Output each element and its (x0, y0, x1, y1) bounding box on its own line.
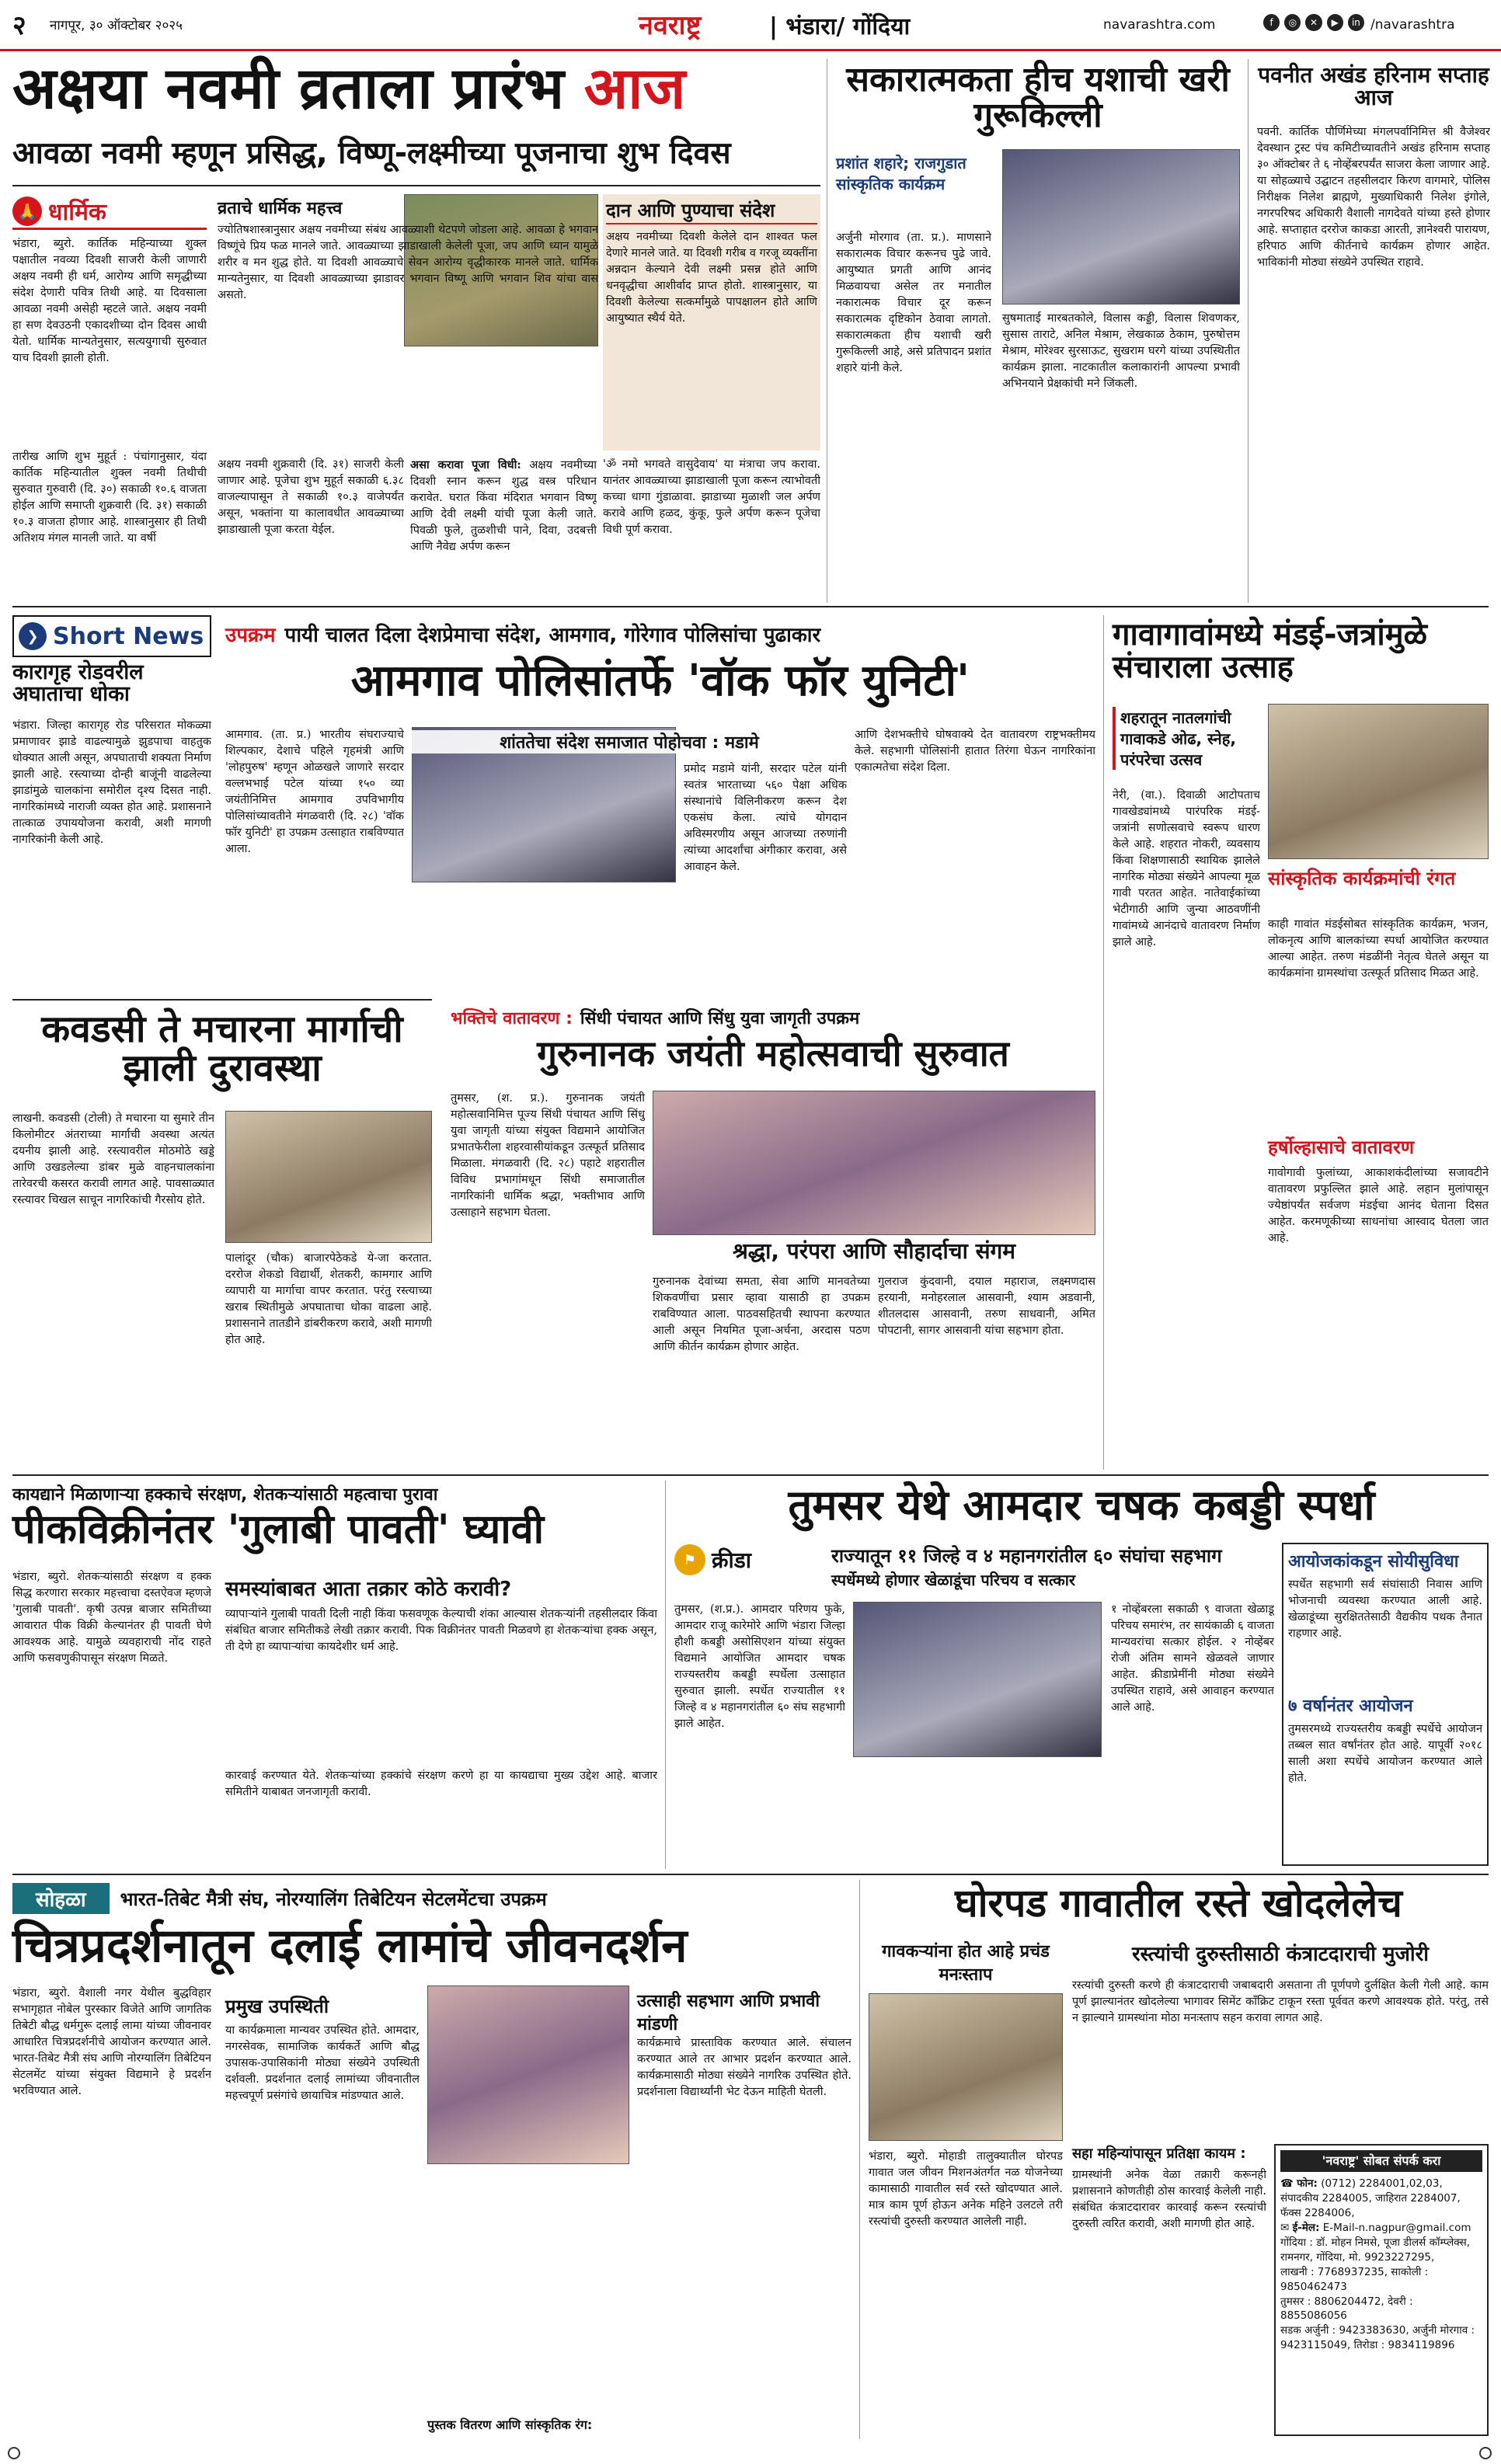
unity-tag: उपक्रम (225, 624, 276, 647)
contact-gondia: गोंदिया : डॉ. मोहन निमसे, पूजा डीलर्स कॉम्प्लेक्स, रामनगर, गोंदिया, मो. 9923227295, (1280, 2236, 1470, 2264)
road-headline: कवडसी ते मचारना मार्गाची झाली दुरावस्था (41, 1008, 403, 1091)
dateline: नागपूर, ३० ऑक्टोबर २०२५ (50, 18, 183, 33)
lead-col2: ज्योतिषशास्त्रानुसार अक्षय नवमीच्या संबंध आवळ्याशी थेटपणे जोडला आहे. आवळा हे भगवान विष्णूंचे प्रिय फळ मानले जाते. आवळ्याच्या झाडाखाली केलेली पूजा, जप आणि ध्यान यामुळे शरीर व मन शुद्ध होते. या दिवशी आवळ्याचे सेवन आरोग्य वृद्धीकारक मानले जाते. धार्मिक मान्यतेनुसार, या दिवशी आवळ्याच्या झाडावर भगवान विष्णू आणि भगवान शिव यांचा वास असतो. (218, 224, 598, 302)
unity-col3: आणि देशभक्तीचे घोषवाक्ये देत वातावरण राष्ट्रभक्तीमय केले. सहभागी पोलिसांनी हातात तिरंगा घेऊन नागरिकांना एकात्मतेचा संदेश दिला. (855, 729, 1095, 774)
ghorpad-col3: ग्रामस्थांनी अनेक वेळा तक्रारी करूनही प्रशासनाने कोणतीही ठोस कारवाई केलेली नाही. संबंधित कंत्राटदारावर कारवाई करून रस्त्यांची दुरुस्ती त्वरित करावी, अशी मागणी होत आहे. (1072, 2169, 1266, 2231)
pikvikri-col1: भंडारा, ब्युरो. शेतकऱ्यांसाठी संरक्षण व हक्क सिद्ध करणारा सरकार महत्त्वाचा दस्तऐवज म्हणजे 'गुलाबी पावती'. कृषी उत्पन्न बाजार समितीच्या आवारात पीक विक्री केल्यानंतर ही पावती घेणे आवश्यक आहे. यामुळे व्यवहाराची नोंद राहते आणि फसवणुकीपासून संरक्षण मिळते. (12, 1571, 211, 1665)
road-col2: पालांदूर (चौक) बाजारपेठेकडे ये-जा करतात. दररोज शेकडो विद्यार्थी, शेतकरी, कामगार आणि व्यापारी या मार्गाचा वापर करतात. परंतु रस्त्याच्या खराब स्थितीमुळे अपघाताचा धोका वाढला आहे. प्रशासनाने तातडीने डांबरीकरण करावे, अशी मागणी होत आहे. (225, 1252, 432, 1347)
lead-col4: अक्षय नवमी शुक्रवारी (दि. ३१) साजरी केली जाणार आहे. पूजेचा शुभ मुहूर्त सकाळी ६.३८ वाजल्यापासून ते सकाळी १०.३ वाजेपर्यंत असून, भक्तांना या कालावधीत आवळ्याच्या झाडाखाली पूजा करता येईल. (218, 458, 404, 537)
kabaddi-side-head2: ७ वर्षानंतर आयोजन (1288, 1697, 1413, 1716)
positive-photo (1002, 149, 1240, 305)
short-news-box (12, 615, 211, 657)
ghorpad-sub-left: गावकऱ्यांना होत आहे प्रचंड मनःस्ताप (882, 1942, 1050, 1985)
shortnews-headline: कारागृह रोडवरील अघाताचा धोका (12, 660, 144, 707)
gurunanak-col3: गुरुनानक देवांच्या समता, सेवा आणि मानवतेच्या शिकवणींचा प्रसार व्हावा यासाठी हा उपक्रम राबविण्यात आला. पाठवसहितची स्थापना करण्यात आली असून नियमित पूजा-अर्चना, अरदास पठण आणि कीर्तन कार्यक्रम होणार आहेत. (653, 1276, 870, 1354)
positive-col1: अर्जुनी मोरगाव (ता. प्र.). माणसाने सकारात्मक विचार करूनच पुढे जावे. आयुष्यात प्रगती आणि आनंद मिळवायचा असेल तर मनातील नकारात्मक विचार दूर करून सकारात्मक दृष्टिकोन ठेवावा लागतो. सकारात्मकता हीच यशाची खरी गुरूकिल्ली आहे, असे प्रतिपादन प्रशांत शहारे यांनी केले. (836, 231, 991, 375)
column-rule (859, 1880, 860, 2439)
mandai-col3: गावोगावी फुलांच्या, आकाशकंदीलांच्या सजावटीने वातावरण प्रफुल्लित झाले आहे. लहान मुलांपासून ज्येष्ठांपर्यंत सर्वजण मंडईचा आनंद घेताना दिसत आहेत. करमणूकीच्या साधनांचा आस्वाद घेतला जात आहे. (1268, 1167, 1489, 1245)
sports-icon: ⚑ (674, 1544, 705, 1575)
mandai-col1: नेरी, (वा.). दिवाळी आटोपताच गावखेड्यांमध्ये पारंपरिक मंडई-जत्रांनी सणोत्सवाचे स्वरूप धारण केले आहे. शहरात नोकरी, व्यवसाय किंवा शिक्षणासाठी स्थायिक झालेले नागरिक मोठ्या संख्येने आपल्या मूळ गावी परतत आहेत. नातेवाईकांच्या भेटीगाठी आणि जुन्या आठवणींनी गावांमध्ये आनंदाचे वातावरण निर्माण झाले आहे. (1113, 789, 1260, 949)
masthead-logo: नवराष्ट्र (639, 10, 702, 41)
mandai-subhead: शहरातून नातलगांची गावाकडे ओढ, स्नेह, परंपरेचा उत्सव (1113, 707, 1260, 770)
social-icons (1263, 14, 1364, 34)
column-rule (1103, 615, 1104, 1470)
gurunanak-col4: गुलराज कुंदवानी, दयाल महाराज, लक्ष्मणदास हरयानी, मनोहरलाल आसवानी, श्याम अडवानी, शीतलदास आसवानी, तरुण साधवानी, अमित पोपटानी, सागर आसवानी यांचा सहभाग होता. (878, 1276, 1095, 1338)
contact-office-label: फोन: (1297, 2177, 1318, 2191)
column-rule (1248, 59, 1249, 603)
gurunanak-photo (653, 1091, 1095, 1235)
positive-col2: सुषमाताई मारबतकोले, विलास कड्डी, विलास शिवणकर, सुसास ताराटे, अनिल मेश्राम, लेखकाळ ठेकाम, पुरुषोत्तम मेश्राम, मोरेश्वर सुरसाऊट, सुखराम घरगे यांच्या उपस्थितीत कार्यक्रम झाला. नाटकातील कलाकारांनी आपल्या प्रभावी अभिनयाने प्रेक्षकांची मने जिंकली. (1002, 312, 1240, 391)
positive-headline: सकारात्मकता हीच यशाची खरी गुरूकिल्ली (846, 60, 1230, 136)
phone-icon: ☎ (1280, 2177, 1297, 2191)
unity-strap (225, 618, 1095, 649)
daan-box (603, 194, 820, 451)
sub-mahatva: व्रताचे धार्मिक महत्त्व (218, 199, 343, 218)
chevron-right-icon: ❯ (19, 622, 47, 650)
lead-col1: भंडारा, ब्युरो. कार्तिक महिन्याच्या शुक्ल पक्षातील नवव्या दिवशी साजरी केली जाणारी अक्षय नवमी ही धर्म, आरोग्य आणि समृद्धीच्या संदेश देणारी पवित्र तिथी आहे. या दिवसाला आवळा नवमी असेही म्हटले जाते. अक्षय नवमी हा सण देवउठनी एकादशीच्या दोन दिवस आधी येतो. धार्मिक मान्यतेनुसार, सत्ययुगाची सुरुवात याच दिवशी झाली होती. (12, 238, 207, 365)
kabaddi-side-box (1282, 1543, 1489, 1866)
dalai-photo (427, 1985, 629, 2164)
ghorpad-photo (869, 1993, 1063, 2141)
divider (12, 185, 820, 186)
ghorpad-col2: रस्त्यांची दुरुस्ती करणे ही कंत्राटदाराची जबाबदारी असताना ती पूर्णपणे दुर्लक्षित केली गेली आहे. काम पूर्ण झाल्यानंतर खोदलेल्या भागावर सिमेंट काँक्रिट टाकून रस्ता पूर्ववत करणे आवश्यक होते. परंतु, तसे न झाल्याने ग्रामस्थांना मोठा मनःस्ताप सहन करावा लागत आहे. (1072, 1979, 1489, 2025)
shortnews-body: भंडारा. जिल्हा कारागृह रोड परिसरात मोकळ्या प्रमाणावर झाडे वाढल्यामुळे झुडपाचा वाहतुक धोक्यात आली असून, अपघाताची शक्यता निर्माण झाली आहे. रस्त्याच्या दोन्ही बाजूंनी वाढलेल्या झाडांमुळे चालकांना समोरील दृश्य दिसत नाही. नागरिकांमध्ये नाराजी व्यक्त होत आहे. प्रशासनाने तात्काळ उपाययोजना करावी, अशी मागणी नागरिकांनी केली आहे. (12, 719, 211, 847)
gurunanak-strap (451, 1002, 1095, 1033)
lead-headline-main: अक्षया नवमी व्रताला प्रारंभ (12, 55, 584, 122)
ghorpad-sub-demand: सहा महिन्यांपासून प्रतिक्षा कायम : (1072, 2146, 1246, 2162)
road-photo (225, 1111, 432, 1243)
site-url[interactable]: navarashtra.com (1103, 17, 1216, 33)
mandai-sub-rang: सांस्कृतिक कार्यक्रमांची रंगत (1268, 868, 1456, 889)
unity-photo-sub: शांततेचा संदेश समाजात पोहोचवा : मडामे (412, 730, 847, 753)
contact-email-label: ई-मेल: (1292, 2222, 1320, 2235)
ghorpad-col1: भंडारा, ब्युरो. मोहाडी तालुक्यातील घोरपड गावात जल जीवन मिशनअंतर्गत नळ योजनेच्या कामासाठी गावातील सर्व रस्ते खोदण्यात आले. मात्र काम पूर्ण होऊन अनेक महिने उलटले तरी रस्त्यांची दुरुस्ती करण्यात आलेली नाही. (869, 2150, 1063, 2229)
pikvikri-sub: समस्यांबाबत आता तक्रार कोठे करावी? (225, 1578, 512, 1601)
dalai-tag: सोहळा (12, 1883, 110, 1914)
lead-headline (12, 55, 820, 122)
mandai-col2: काही गावांत मंडईसोबत सांस्कृतिक कार्यक्रम, भजन, लोकनृत्य आणि बालकांच्या स्पर्धा आयोजित करण्यात आल्या आहेत. तरुण मंडळींनी नेतृत्व घेतले असून या कार्यक्रमांना ग्रामस्थांचा उत्स्फूर्त प्रतिसाद मिळत आहे. (1268, 918, 1489, 980)
dalai-strap-text: भारत-तिबेट मैत्री संघ, नोरग्यालिंग तिबेटियन सेटलमेंटचा उपक्रम (120, 1888, 547, 1910)
mandai-sub-harsh: हर्षोल्हासाचे वातावरण (1268, 1136, 1415, 1158)
sub-vidhi: असा करावा पूजा विधी: (410, 458, 521, 472)
gurunanak-strap-a: भक्तिचे वातावरण : (451, 1009, 573, 1028)
daan-body: अक्षय नवमीच्या दिवशी केलेले दान शाश्वत फल देणारे मानले जाते. या दिवशी गरीब व गरजू व्यक्तींना अन्नदान केल्याने देवी लक्ष्मी प्रसन्न होते आणि धनवृद्धीचा आशीर्वाद प्राप्त होतो. शास्त्रानुसार, या दिवशी केलेल्या सत्कर्मांमुळे पापक्षालन होते आणि आयुष्यात स्थैर्य येते. (606, 231, 817, 325)
mandai-photo (1268, 704, 1489, 859)
lead-col1b: तारीख आणि शुभ मुहूर्त : पंचांगानुसार, यंदा कार्तिक महिन्यातील शुक्ल नवमी तिथीची सुरुवात गुरुवारी (दि. ३०) सकाळी १०.६ वाजता होईल आणि समाप्ती शुक्रवारी (दि. ३१) सकाळी १०.३ वाजता होणार आहे. शास्त्रानुसार ही तिथी अतिशय मंगल मानली जाते. या वर्षी (12, 451, 207, 545)
kabaddi-tag-label: क्रीडा (712, 1547, 751, 1573)
facebook-icon[interactable]: f (1263, 14, 1280, 31)
dalai-strap (12, 1881, 851, 1916)
tag-dharmik (12, 194, 207, 230)
dalai-sub-books: पुस्तक वितरण आणि सांस्कृतिक रंग: (427, 2417, 593, 2432)
dalai-col2: या कार्यक्रमाला मान्यवर उपस्थित होते. आमदार, नगरसेवक, सामाजिक कार्यकर्ते आणि बौद्ध उपासक-उपासिकांनी मोठ्या संख्येने उपस्थिती दर्शवली. प्रदर्शनात दलाई लामांच्या जीवनातील महत्त्वपूर्ण प्रसंगांचे छायाचित्र मांडण्यात आले. (225, 2024, 420, 2103)
vidhi-body: अक्षय नवमीच्या दिवशी स्नान करून शुद्ध वस्त्र परिधान करावेत. घरात किंवा मंदिरात भगवान विष्णू आणि देवी लक्ष्मी यांची पूजा केली जाते. पिवळी फुले, तुळशीची पाने, दिवा, उदबत्ती आणि नैवेद्य अर्पण करून (410, 459, 597, 554)
registration-mark (1479, 2447, 1492, 2459)
pikvikri-col2: व्यापाऱ्यांने गुलाबी पावती दिली नाही किंवा फसवणूक केल्याची शंका आल्यास शेतकऱ्यांनी तहसीलदार किंवा संबंधित बाजार समितीकडे लेखी तक्रार करावी. पिक विक्रीनंतर पावती मिळवणे हा शेतकऱ्यांचा हक्क असून, ती देणे हा व्यापाऱ्यांचा कायदेशीर धर्म आहे. (225, 1608, 657, 1654)
kabaddi-sub2: स्पर्धेमध्ये होणार खेळाडूंचा परिचय व सत्कार (831, 1571, 1076, 1589)
ghorpad-headline: घोरपड गावातील रस्ते खोदलेलेच (955, 1881, 1402, 1926)
page-number: २ (12, 10, 26, 41)
youtube-icon[interactable]: ▶ (1327, 14, 1343, 31)
social-handle[interactable]: /navarashtra (1370, 17, 1455, 33)
dalai-col1: भंडारा, ब्युरो. वैशाली नगर येथील बुद्धविहार सभागृहात नोबेल पुरस्कार विजेते आणि जागतिक तिबेटी बौद्ध धर्मगुरू दलाई लामा यांच्या जीवनावर आधारित चित्रप्रदर्शनीचे आयोजन करण्यात आले. भारत-तिबेट मैत्री संघ आणि नोरग्यालिंग तिबेटियन सेटलमेंट यांच्या संयुक्त विद्यमाने हे प्रदर्शन भरविण्यात आले. (12, 1987, 211, 2098)
dalai-sub-guest: प्रमुख उपस्थिती (225, 1996, 329, 2017)
pavanit-body: पवनी. कार्तिक पौर्णिमेच्या मंगलपर्वानिमित्त श्री वैजेश्वर देवस्थान ट्रस्ट पंच कमिटीच्यावतीने अखंड हरिनाम सप्ताह ३० ऑक्टोबर ते ६ नोव्हेंबरपर्यंत साजरा केला जाणार आहे. या सोहळ्याचे उद्घाटन तहसीलदार किरण वागमारे, पोलिस निरीक्षक निलेश ब्राह्मणे, मुख्याधिकारी निलेश इंगोले, नगरपरिषद अधिकारी वैशाली नागदेवते यांच्या हस्ते होणार आहे. सप्ताहात दररोज काकडा आरती, ज्ञानेश्वरी पारायण, हरिपाठ आणि कीर्तनाचे कार्यक्रम होणार आहेत. भाविकांनी मोठ्या संख्येने उपस्थित राहावे. (1257, 126, 1490, 270)
pikvikri-headline: पीकविक्रीनंतर 'गुलाबी पावती' घ्यावी (12, 1506, 545, 1553)
contact-tumsar: तुमसर : 8806204472, देवरी : 8855086056 (1280, 2295, 1413, 2323)
divider (12, 1474, 1489, 1476)
short-news-title: Short News (53, 622, 204, 650)
unity-strap-text: पायी चालत दिला देशप्रेमाचा संदेश, आमगाव, गोरेगाव पोलिसांचा पुढाकार (284, 624, 821, 647)
divider (12, 606, 1489, 607)
divider (12, 1874, 1489, 1875)
kabaddi-col2: १ नोव्हेंबरला सकाळी ९ वाजता खेळाडू परिचय समारंभ, तर सायंकाळी ६ वाजता मान्यवरांचा सत्कार होईल. २ नोव्हेंबर रोजी अंतिम सामने खेळवले जाणार आहेत. क्रीडाप्रेमींनी मोठ्या संख्येने उपस्थित राहावे, असे आवाहन करण्यात आले आहे. (1111, 1603, 1274, 1714)
sub-daan: दान आणि पुण्याचा संदेश (606, 197, 817, 224)
edition-label: | भंडारा/ गोंदिया (769, 13, 911, 40)
gurunanak-strap-b: सिंधी पंचायत आणि सिंधु युवा जागृती उपक्रम (580, 1009, 860, 1028)
lead-headline-accent: आज (583, 55, 686, 122)
kabaddi-side-body: स्पर्धेत सहभागी सर्व संघांसाठी निवास आणि भोजनाची व्यवस्था करण्यात आली आहे. खेळाडूंच्या सुरक्षिततेसाठी वैद्यकीय पथक तैनात राहणार आहे. (1288, 1578, 1482, 1641)
positive-subhead: प्रशांत शहारे; राजगुडात सांस्कृतिक कार्यक्रम (836, 154, 966, 193)
registration-mark (8, 2447, 20, 2459)
unity-headline: आमगाव पोलिसांतर्फे 'वॉक फॉर युनिटी' (350, 656, 970, 706)
instagram-icon[interactable]: ◎ (1284, 14, 1301, 31)
ghorpad-sub-right: रस्त्यांची दुरुस्तीसाठी कंत्राटदाराची मुजोरी (1132, 1943, 1429, 1966)
kabaddi-headline: तुमसर येथे आमदार चषक कबड्डी स्पर्धा (788, 1481, 1375, 1530)
dalai-headline: चित्रप्रदर्शनातून दलाई लामांचे जीवनदर्शन (12, 1919, 688, 1973)
contact-title: 'नवराष्ट्र' सोबत संपर्क करा (1280, 2150, 1482, 2172)
contact-office[interactable]: (0712) 2284001,02,03, संपादकीय 2284005, जाहिरात 2284007, फॅक्स 2284006, (1280, 2177, 1461, 2220)
linkedin-icon[interactable]: in (1348, 14, 1364, 31)
x-icon[interactable]: ✕ (1305, 14, 1322, 31)
unity-col1: आमगाव. (ता. प्र.) भारतीय संघराज्याचे शिल्पकार, देशाचे पहिले गृहमंत्री आणि 'लोहपुरुष' म्हणून ओळखले जाणारे सरदार वल्लभभाई पटेल यांच्या १५० व्या जयंतीनिमित्त आमगाव उपविभागीय पोलिसांच्यावतीने मंगळवारी (दि. २८) 'वॉक फॉर युनिटी' हा उपक्रम उत्साहात राबविण्यात आला. (225, 729, 404, 856)
tag-label: धार्मिक (48, 199, 106, 226)
vidhi-block (410, 457, 597, 593)
contact-lakhani: लाखनी : 7768937235, साकोली : 9850462473 (1280, 2265, 1429, 2293)
gurunanak-col1: तुमसर, (श. प्र.). गुरुनानक जयंती महोत्सवानिमित्त पूज्य सिंधी पंचायत आणि सिंधु युवा जागृती यांच्या संयुक्त विद्यमाने आयोजित प्रभातफेरीला शहरवासीयांकडून उत्स्फूर्त प्रतिसाद मिळाला. मंगळवारी (दि. २८) पहाटे शहरातील विविध प्रभागांमधून सिंधी समाजातील नागरिकांनी धार्मिक श्रद्धा, भक्तीभाव आणि उत्साहाने सहभाग घेतला. (451, 1092, 645, 1220)
pikvikri-col3: कारवाई करण्यात येते. शेतकऱ्यांच्या हक्कांचे संरक्षण करणे हा या कायद्याचा मुख्य उद्देश आहे. बाजार समितीने याबाबत जनजागृती करावी. (225, 1770, 657, 1799)
mail-icon: ✉ (1280, 2222, 1293, 2235)
kabaddi-tag (674, 1543, 830, 1577)
kabaddi-sub1: राज्यातून ११ जिल्हे व ४ महानगरांतील ६० संघांचा सहभाग (831, 1545, 1222, 1567)
contact-arjuni: सडक अर्जुनी : 9423383630, अर्जुनी मोरगाव : 9423115049, तिरोडा : 9834119896 (1280, 2324, 1475, 2352)
column-rule (665, 1481, 666, 1869)
mandai-headline: गावागावांमध्ये मंडई-जत्रांमुळे संचाराला उत्साह (1113, 617, 1428, 685)
gurunanak-photo-caption: श्रद्धा, परंपरा आणि सौहार्दाचा संगम (732, 1238, 1016, 1264)
prayer-icon: 🙏 (12, 197, 42, 226)
lead-col6: 'ॐ नमो भगवते वासुदेवाय' या मंत्राचा जप करावा. यानंतर आवळ्याच्या झाडाखाली पूजा करून त्याभोवती कच्चा धागा गुंडाळावा. झाडाच्या मुळाशी जल अर्पण करावे आणि हळद, कुंकू, फुले अर्पण करून पूजेचा विधी पूर्ण करावा. (603, 458, 820, 537)
divider (12, 999, 432, 1001)
pavanit-headline: पवनीत अखंड हरिनाम सप्ताह आज (1258, 62, 1489, 111)
lead-subhead: आवळा नवमी म्हणून प्रसिद्ध, विष्णू-लक्ष्मीच्या पूजनाचा शुभ दिवस (12, 136, 731, 171)
dalai-sub-response: उत्साही सहभाग आणि प्रभावी मांडणी (637, 1992, 820, 2034)
gurunanak-headline: गुरुनानक जयंती महोत्सवाची सुरुवात (537, 1032, 1009, 1074)
kabaddi-side-head: आयोजकांकडून सोयीसुविधा (1288, 1552, 1459, 1571)
kabaddi-side-body2: तुमसरमध्ये राज्यस्तरीय कबड्डी स्पर्धेचे आयोजन तब्बल सात वर्षांनंतर होत आहे. यापूर्वी २०१८ साली अशा स्पर्धेचे आयोजन करण्यात आले होते. (1288, 1723, 1482, 1785)
kabaddi-col1: तुमसर, (श.प्र.). आमदार परिणय फुके, आमदार राजू कारेमोरे आणि भंडारा जिल्हा हौशी कबड्डी असोसिएशन यांच्या संयुक्त विद्यमाने आयोजित आमदार चषक राज्यस्तरीय कबड्डी स्पर्धेला उत्साहात सुरुवात झाली. स्पर्धेत राज्यातील ११ जिल्हे व ४ महानगरांतील ६० संघ सहभागी झाले आहेत. (674, 1603, 845, 1731)
pikvikri-strap: कायद्याने मिळाणाऱ्या हक्काचे संरक्षण, शेतकऱ्यांसाठी महत्वाचा पुरावा (12, 1485, 438, 1505)
road-col1: लाखनी. कवडसी (टोली) ते मचारना या सुमारे तीन किलोमीटर अंतराच्या मार्गाची अवस्था अत्यंत दयनीय झाली आहे. रस्त्यावरील मोठमोठे खड्डे आणि उखडलेल्या डांबर मुळे वाहनचालकांना तारेवरची कसरत करावी लागत आहे. पावसाळ्यात रस्त्यावर चिखल साचून नागरिकांची गैरसोय होते. (12, 1112, 214, 1207)
unity-col2: प्रमोद मडामे यांनी, सरदार पटेल यांनी स्वतंत्र भारताच्या ५६० पेक्षा अधिक संस्थानांचे विलिनीकरण करून देश एकसंघ केला. त्यांचे योगदान अविस्मरणीय असून आजच्या तरुणांनी त्यांच्या आदर्शांचा अंगीकार करावा, असे आवाहन केले. (684, 763, 847, 874)
contact-email[interactable]: E-Mail-n.nagpur@gmail.com (1322, 2222, 1471, 2235)
contact-box (1274, 2144, 1489, 2436)
kabaddi-photo (853, 1602, 1102, 1757)
dalai-col3: कार्यक्रमाचे प्रास्ताविक करण्यात आले. संचालन करण्यात आले तर आभार प्रदर्शन करण्यात आले. कार्यक्रमासाठी मोठ्या संख्येने नागरिक उपस्थित होते. प्रदर्शनाला विद्यार्थ्यांनी भेट देऊन माहिती घेतली. (637, 2037, 851, 2099)
